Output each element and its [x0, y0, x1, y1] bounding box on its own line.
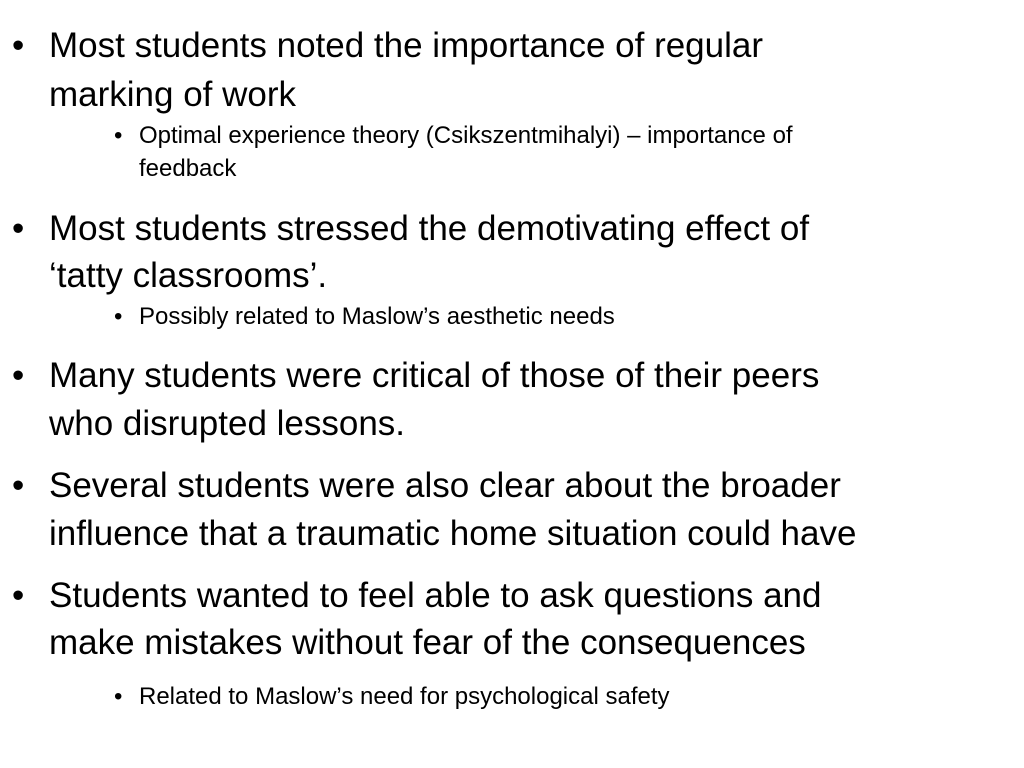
bullet-marker: •: [12, 356, 25, 395]
sub-bullet-text: feedback: [139, 155, 237, 182]
sub-bullet-marker: •: [114, 122, 123, 149]
sub-bullet-marker: •: [114, 683, 123, 710]
bullet-marker: •: [12, 209, 25, 248]
bullet-marker: •: [12, 466, 25, 505]
bullet-text: marking of work: [49, 75, 297, 114]
bullet-marker: •: [12, 576, 25, 615]
bullet-text: Most students stressed the demotivating effect of: [49, 209, 810, 248]
bullet-text: ‘tatty classrooms’.: [49, 256, 328, 295]
bullet-text: Several students were also clear about the broader: [49, 466, 841, 505]
sub-bullet-marker: •: [114, 303, 123, 330]
bullet-text: Most students noted the importance of regular: [49, 26, 764, 65]
bullet-text: Students wanted to feel able to ask questions and: [49, 576, 822, 615]
bullet-text: Many students were critical of those of their peers: [49, 356, 820, 395]
sub-bullet-text: Possibly related to Maslow’s aesthetic needs: [139, 303, 615, 330]
bullet-text: who disrupted lessons.: [49, 404, 406, 443]
bullet-text: influence that a traumatic home situation could have: [49, 514, 857, 553]
sub-bullet-text: Related to Maslow’s need for psychological safety: [139, 683, 670, 710]
sub-bullet-text: Optimal experience theory (Csikszentmihalyi) – importance of: [139, 122, 793, 149]
bullet-text: make mistakes without fear of the consequences: [49, 623, 806, 662]
bullet-marker: •: [12, 26, 25, 65]
